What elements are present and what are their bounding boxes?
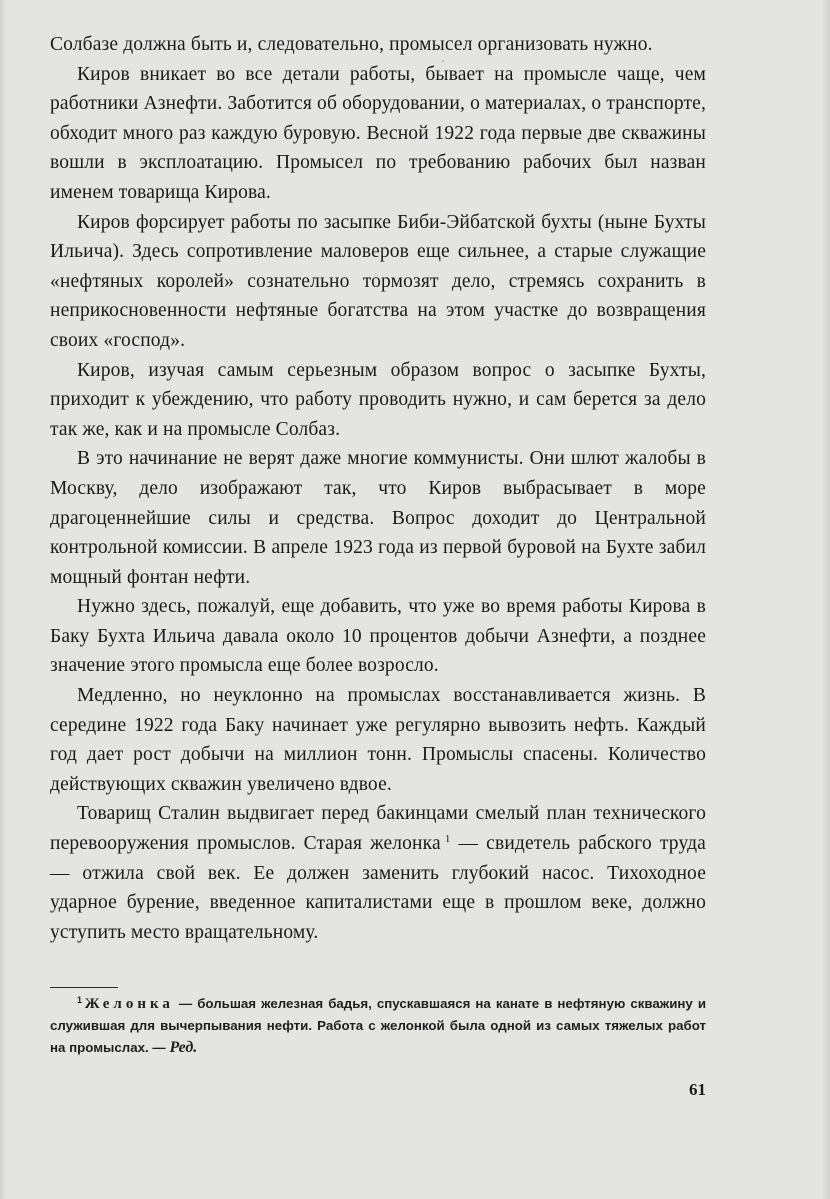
paragraph: Нужно здесь, пожалуй, еще добавить, что уже во время работы Кирова в Баку Бухта Ильича давала около 10 процентов добычи Азнефти, а позднее значение этого промысла еще более возросло. <box>50 596 706 677</box>
page-body <box>50 30 706 947</box>
paragraph-with-footnote <box>50 799 706 947</box>
footnote-marker: 1 <box>77 995 83 1005</box>
page-number: 61 <box>689 1080 706 1099</box>
page-edge-shadow-right <box>822 0 830 1199</box>
footnote-separator <box>50 987 118 988</box>
footnote-text: — большая железная бадья, спускавшаяся на канате в нефтяную скважину и служившая для вычерпывания нефти. Работа с желонкой была одной из самых тяжелых работ на промыслах. — <box>50 996 706 1055</box>
paragraph: Киров вникает во все детали работы, бывает на промысле чаще, чем работники Азнефти. Заботится об оборудовании, о материалах, о транспорте, обходит много раз каждую буровую. Весной 1922 года первые две скважины вошли в эксплоатацию. Промысел по требованию рабочих был назван именем товарища Кирова. <box>50 63 706 203</box>
paragraph: Солбазе должна быть и, следовательно, промысел организовать нужно. <box>50 34 653 55</box>
paragraph: В это начинание не верят даже многие коммунисты. Они шлют жалобы в Москву, дело изображают так, что Киров выбрасывает в море драгоценнейшие силы и средства. Вопрос доходит до Центральной контрольной комиссии. В апреле 1923 года из первой буровой на Бухте забил мощный фонтан нефти. <box>50 448 706 588</box>
footnote-term: Желонка <box>84 996 174 1012</box>
footnote <box>50 993 706 1059</box>
paragraph: Медленно, но неуклонно на промыслах восстанавливается жизнь. В середине 1922 года Баку начинает уже регулярно вывозить нефть. Каждый год дает рост добычи на миллион тонн. Промыслы спасены. Количество действующих скважин увеличено вдвое. <box>50 685 706 795</box>
page-edge-shadow-left <box>0 0 6 1199</box>
paragraph-text-before-ref: Товарищ Сталин выдвигает перед бакинцами смелый план технического перевооружения промыслов. Старая желонка <box>50 803 706 855</box>
footnote-editor-note: Ред. <box>169 1039 198 1056</box>
paragraph: Киров форсирует работы по засыпке Биби-Эйбатской бухты (ныне Бухты Ильича). Здесь сопротивление маловеров еще сильнее, а старые служащие «нефтяных королей» сознательно тормозят дело, стремясь сохранить в неприкосновенности нефтяные богатства на этом участке до возвращения своих «господ». <box>50 211 706 351</box>
paragraph: Киров, изучая самым серьезным образом вопрос о засыпке Бухты, приходит к убеждению, что работу проводить нужно, и сам берется за дело так же, как и на промысле Солбаз. <box>50 359 706 440</box>
footnote-reference[interactable]: 1 <box>444 833 451 846</box>
paragraph-text-after-ref: — свидетель рабского труда — отжила свой век. Ее должен заменить глубокий насос. Тихоходное ударное бурение, введенное капиталистами еще в прошлом веке, должно уступить место вращательному. <box>50 833 706 943</box>
